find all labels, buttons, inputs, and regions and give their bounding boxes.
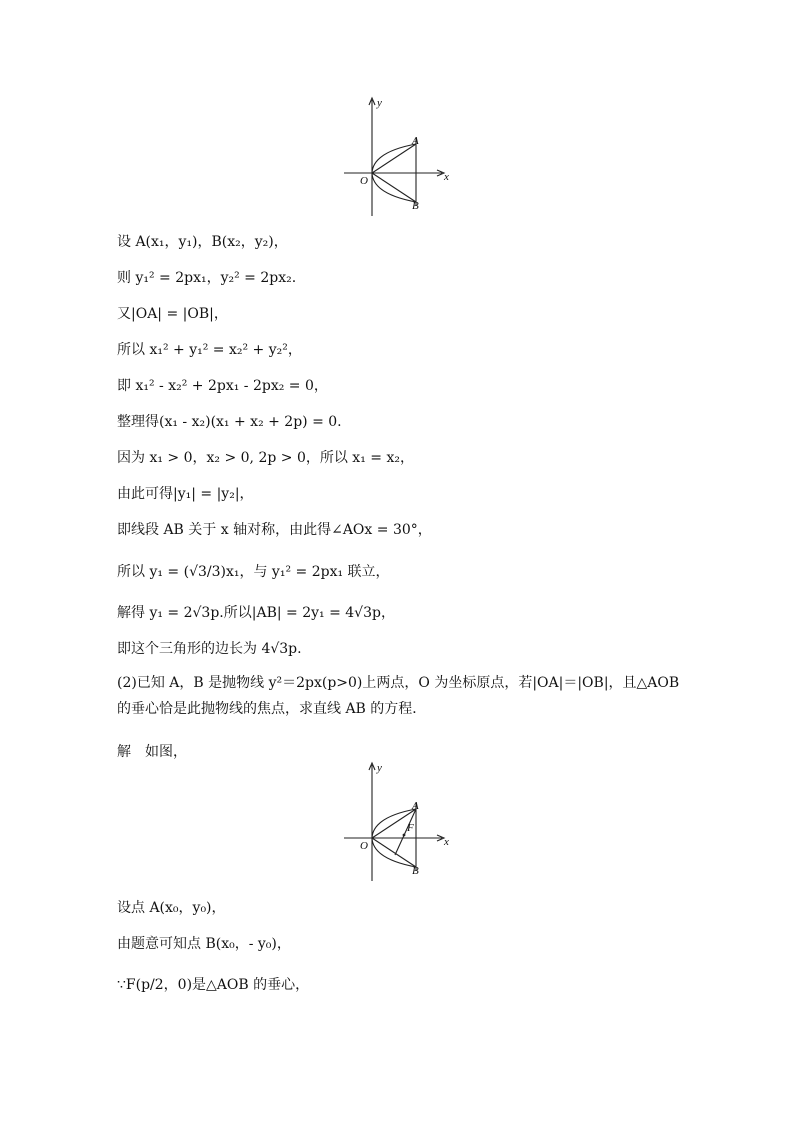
text-line: ∵F(p/2，0)是△AOB 的垂心， (117, 977, 310, 993)
parabola-figure-2 (340, 759, 455, 884)
label-a: A (412, 135, 419, 147)
text-line: 由此可得|y₁| = |y₂|， (117, 486, 254, 502)
text-line: 所以 y₁ = (√3/3)x₁，与 y₁² = 2px₁ 联立， (117, 564, 390, 580)
problem-statement: (2)已知 A，B 是抛物线 y²＝2px(p>0)上两点，O 为坐标原点，若|OA|＝|OB|，且△AOB 的垂心恰是此抛物线的焦点，求直线 AB 的方程． (117, 675, 680, 717)
text-line: 所以 x₁² + y₁² = x₂² + y₂²， (117, 342, 302, 358)
label-y: y (377, 97, 382, 109)
label-a: A (412, 800, 419, 812)
parabola-figure-1 (340, 94, 455, 219)
text-line: 则 y₁² = 2px₁，y₂² = 2px₂. (117, 270, 297, 286)
label-b: B (412, 865, 419, 877)
text-line: 解得 y₁ = 2√3p.所以|AB| = 2y₁ = 4√3p， (117, 605, 395, 621)
text-line: 即这个三角形的边长为 4√3p. (117, 641, 302, 657)
text-line: 又|OA| = |OB|， (117, 306, 228, 322)
text-line: 即线段 AB 关于 x 轴对称，由此得∠AOx = 30°， (117, 522, 432, 538)
text-line: 整理得(x₁ - x₂)(x₁ + x₂ + 2p) = 0. (117, 414, 342, 430)
label-x: x (444, 836, 449, 848)
label-y: y (377, 762, 382, 774)
focus-point (403, 834, 406, 837)
text-line: 解 如图， (117, 744, 187, 760)
label-f: F (407, 822, 414, 834)
text-line: 由题意可知点 B(x₀，- y₀)， (117, 936, 291, 952)
label-o: O (360, 175, 368, 187)
label-o: O (360, 840, 368, 852)
label-x: x (444, 171, 449, 183)
text-line: 设 A(x₁，y₁)，B(x₂，y₂)， (117, 234, 288, 250)
text-line: 即 x₁² - x₂² + 2px₁ - 2px₂ = 0， (117, 378, 328, 394)
text-line: 因为 x₁ > 0，x₂ > 0, 2p > 0，所以 x₁ = x₂， (117, 450, 414, 466)
label-b: B (412, 200, 419, 212)
text-line: 设点 A(x₀，y₀)， (117, 900, 226, 916)
